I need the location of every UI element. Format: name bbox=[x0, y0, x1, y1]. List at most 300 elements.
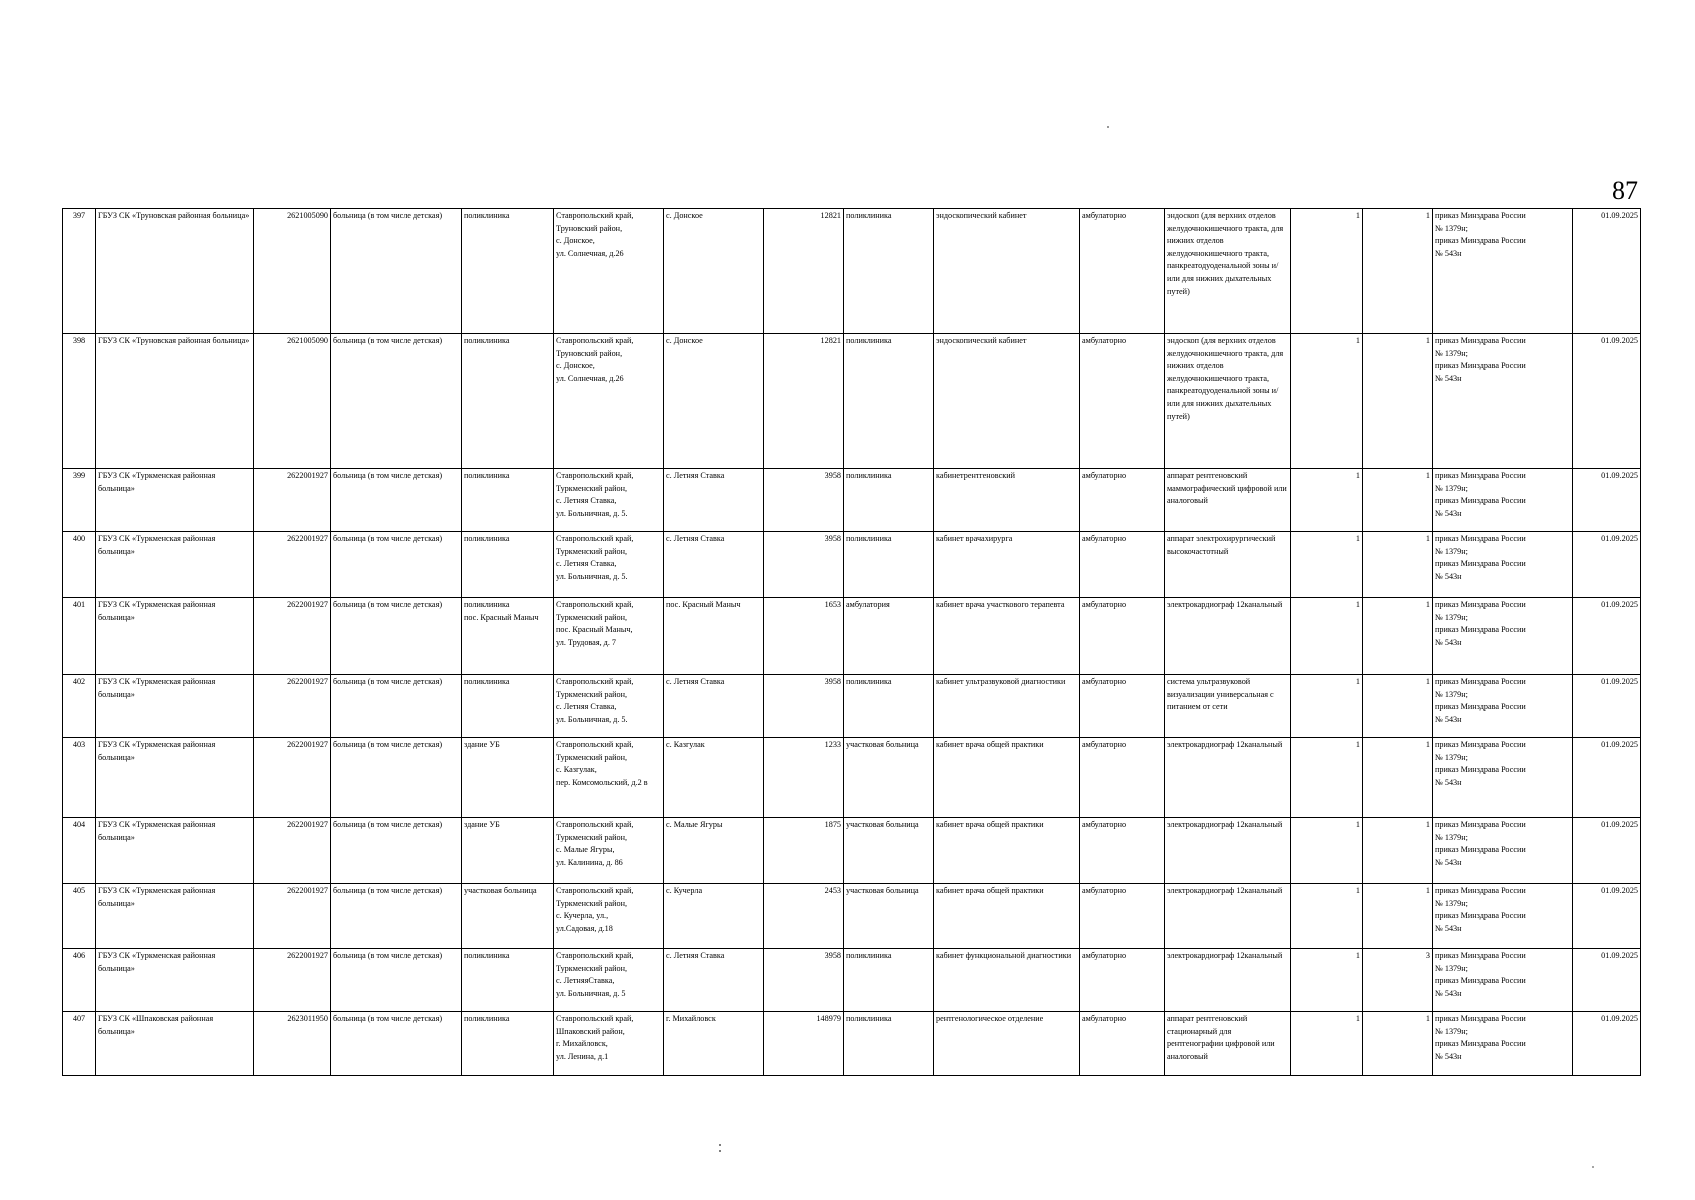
table-row bbox=[63, 949, 1641, 1012]
organization-name: ГБУЗ СК «Труновская районная больница» bbox=[98, 336, 250, 345]
inn-code: 2622001927 bbox=[287, 740, 328, 749]
inn-code-cell bbox=[254, 532, 331, 598]
unit-name-cell bbox=[462, 532, 554, 598]
inn-code-cell bbox=[254, 209, 331, 334]
population: 3958 bbox=[824, 951, 841, 960]
equipment-registry-table bbox=[62, 208, 1641, 1076]
unit-name-cell bbox=[462, 675, 554, 738]
unit-name-cell bbox=[462, 469, 554, 532]
address-cell bbox=[554, 1012, 664, 1076]
population-cell bbox=[764, 738, 844, 818]
room-name-cell bbox=[934, 818, 1080, 884]
delivery-date: 01.09.2025 bbox=[1601, 820, 1638, 829]
address-cell bbox=[554, 738, 664, 818]
room-name-cell bbox=[934, 884, 1080, 949]
population-cell bbox=[764, 469, 844, 532]
subdivision: амбулатория bbox=[846, 600, 890, 609]
room-name-cell bbox=[934, 532, 1080, 598]
normative-act-cell bbox=[1433, 884, 1573, 949]
table-row bbox=[63, 675, 1641, 738]
subdivision-cell bbox=[844, 469, 934, 532]
subdivision: участковая больница bbox=[846, 886, 919, 895]
settlement-cell bbox=[664, 818, 764, 884]
care-conditions-cell bbox=[1080, 1012, 1165, 1076]
unit-name: поликлиника bbox=[464, 336, 510, 345]
quantity-required-cell bbox=[1291, 818, 1363, 884]
row-number-cell bbox=[63, 818, 96, 884]
quantity-required: 1 bbox=[1355, 471, 1360, 480]
delivery-date-cell bbox=[1573, 209, 1641, 334]
population: 2453 bbox=[824, 886, 841, 895]
row-number-cell bbox=[63, 949, 96, 1012]
inn-code: 2622001927 bbox=[287, 886, 328, 895]
equipment-name: система ультразвуковой визуализации универсальная с питанием от сети bbox=[1167, 677, 1274, 712]
facility-type: больница (в том числе детская) bbox=[333, 211, 443, 220]
subdivision-cell bbox=[844, 738, 934, 818]
quantity-required-cell bbox=[1291, 1012, 1363, 1076]
row-number-cell bbox=[63, 1012, 96, 1076]
delivery-date: 01.09.2025 bbox=[1601, 951, 1638, 960]
room-name-cell bbox=[934, 1012, 1080, 1076]
facility-type-cell bbox=[331, 675, 462, 738]
equipment-name-cell bbox=[1165, 532, 1291, 598]
quantity-required: 1 bbox=[1355, 211, 1360, 220]
unit-name-cell bbox=[462, 1012, 554, 1076]
care-conditions: амбулаторно bbox=[1082, 600, 1127, 609]
delivery-date-cell bbox=[1573, 818, 1641, 884]
unit-name: здание УБ bbox=[464, 740, 500, 749]
subdivision: поликлиника bbox=[846, 951, 892, 960]
population-cell bbox=[764, 675, 844, 738]
organization-name: ГБУЗ СК «Туркменская районная больница» bbox=[98, 886, 216, 908]
organization-name: ГБУЗ СК «Туркменская районная больница» bbox=[98, 740, 216, 762]
settlement: с. Летняя Ставка bbox=[666, 471, 725, 480]
care-conditions: амбулаторно bbox=[1082, 1014, 1127, 1023]
room-name-cell bbox=[934, 738, 1080, 818]
quantity-required-cell bbox=[1291, 209, 1363, 334]
delivery-date: 01.09.2025 bbox=[1601, 211, 1638, 220]
normative-act: приказ Минздрава России № 1379н; приказ Минздрава России № 543н bbox=[1435, 600, 1526, 647]
normative-act-cell bbox=[1433, 1012, 1573, 1076]
address-cell bbox=[554, 818, 664, 884]
inn-code: 2622001927 bbox=[287, 600, 328, 609]
delivery-date: 01.09.2025 bbox=[1601, 471, 1638, 480]
unit-name-cell bbox=[462, 598, 554, 675]
settlement: пос. Красный Маныч bbox=[666, 600, 741, 609]
equipment-name-cell bbox=[1165, 675, 1291, 738]
address: Ставропольский край, Туркменский район, с. Кучерла, ул., ул.Садовая, д.18 bbox=[556, 886, 634, 933]
quantity-required: 1 bbox=[1355, 336, 1360, 345]
equipment-name-cell bbox=[1165, 1012, 1291, 1076]
population: 3958 bbox=[824, 534, 841, 543]
inn-code: 2623011950 bbox=[287, 1014, 328, 1023]
care-conditions: амбулаторно bbox=[1082, 820, 1127, 829]
table-row bbox=[63, 209, 1641, 334]
quantity-required-cell bbox=[1291, 884, 1363, 949]
quantity-required-cell bbox=[1291, 469, 1363, 532]
delivery-date: 01.09.2025 bbox=[1601, 740, 1638, 749]
population: 1653 bbox=[824, 600, 841, 609]
normative-act: приказ Минздрава России № 1379н; приказ Минздрава России № 543н bbox=[1435, 951, 1526, 998]
quantity-required: 1 bbox=[1355, 820, 1360, 829]
facility-type-cell bbox=[331, 209, 462, 334]
facility-type: больница (в том числе детская) bbox=[333, 471, 443, 480]
subdivision-cell bbox=[844, 532, 934, 598]
subdivision: поликлиника bbox=[846, 534, 892, 543]
room-name: кабинет ультразвуковой диагностики bbox=[936, 677, 1066, 686]
quantity-required: 1 bbox=[1355, 600, 1360, 609]
settlement: с. Кучерла bbox=[666, 886, 703, 895]
room-name: кабинет врача участкового терапевта bbox=[936, 600, 1065, 609]
care-conditions: амбулаторно bbox=[1082, 740, 1127, 749]
normative-act-cell bbox=[1433, 818, 1573, 884]
address: Ставропольский край, Туркменский район, пос. Красный Маныч, ул. Трудовая, д. 7 bbox=[556, 600, 634, 647]
address-cell bbox=[554, 334, 664, 469]
inn-code: 2622001927 bbox=[287, 471, 328, 480]
organization-name-cell bbox=[96, 209, 254, 334]
facility-type-cell bbox=[331, 818, 462, 884]
row-number: 407 bbox=[72, 1014, 86, 1023]
unit-name: поликлиника bbox=[464, 211, 510, 220]
equipment-name: электрокардиограф 12канальный bbox=[1167, 820, 1283, 829]
delivery-date: 01.09.2025 bbox=[1601, 1014, 1638, 1023]
quantity-required: 1 bbox=[1355, 951, 1360, 960]
settlement: с. Летняя Ставка bbox=[666, 677, 725, 686]
address-cell bbox=[554, 209, 664, 334]
care-conditions-cell bbox=[1080, 532, 1165, 598]
room-name: эндоскопический кабинет bbox=[936, 211, 1027, 220]
unit-name-cell bbox=[462, 884, 554, 949]
population-cell bbox=[764, 598, 844, 675]
room-name: кабинетрентгеновский bbox=[936, 471, 1015, 480]
population: 1875 bbox=[824, 820, 841, 829]
normative-act-cell bbox=[1433, 469, 1573, 532]
address: Ставропольский край, Туркменский район, с. Казгулак, пер. Комсомольский, д.2 в bbox=[556, 740, 648, 787]
inn-code-cell bbox=[254, 818, 331, 884]
settlement-cell bbox=[664, 675, 764, 738]
equipment-name-cell bbox=[1165, 209, 1291, 334]
inn-code-cell bbox=[254, 949, 331, 1012]
unit-name: поликлиника bbox=[464, 1014, 510, 1023]
subdivision-cell bbox=[844, 884, 934, 949]
normative-act-cell bbox=[1433, 738, 1573, 818]
quantity-required-cell bbox=[1291, 949, 1363, 1012]
row-number: 399 bbox=[72, 471, 86, 480]
unit-name-cell bbox=[462, 209, 554, 334]
normative-act: приказ Минздрава России № 1379н; приказ Минздрава России № 543н bbox=[1435, 211, 1526, 258]
room-name-cell bbox=[934, 675, 1080, 738]
address-cell bbox=[554, 949, 664, 1012]
organization-name: ГБУЗ СК «Шпаковская районная больница» bbox=[98, 1014, 214, 1036]
facility-type-cell bbox=[331, 949, 462, 1012]
quantity-required-cell bbox=[1291, 532, 1363, 598]
normative-act: приказ Минздрава России № 1379н; приказ Минздрава России № 543н bbox=[1435, 740, 1526, 787]
address: Ставропольский край, Туркменский район, с. Летняя Ставка, ул. Больничная, д. 5. bbox=[556, 677, 634, 724]
organization-name: ГБУЗ СК «Туркменская районная больница» bbox=[98, 951, 216, 973]
row-number: 406 bbox=[72, 951, 86, 960]
subdivision: поликлиника bbox=[846, 211, 892, 220]
room-name-cell bbox=[934, 334, 1080, 469]
row-number: 404 bbox=[72, 820, 86, 829]
inn-code: 2621005090 bbox=[287, 336, 328, 345]
organization-name-cell bbox=[96, 334, 254, 469]
quantity-planned-cell bbox=[1363, 334, 1433, 469]
row-number-cell bbox=[63, 884, 96, 949]
room-name-cell bbox=[934, 949, 1080, 1012]
inn-code: 2621005090 bbox=[287, 211, 328, 220]
facility-type-cell bbox=[331, 598, 462, 675]
facility-type: больница (в том числе детская) bbox=[333, 951, 443, 960]
subdivision: поликлиника bbox=[846, 1014, 892, 1023]
normative-act-cell bbox=[1433, 209, 1573, 334]
organization-name: ГБУЗ СК «Туркменская районная больница» bbox=[98, 600, 216, 622]
room-name-cell bbox=[934, 598, 1080, 675]
table-row bbox=[63, 532, 1641, 598]
row-number: 398 bbox=[72, 336, 86, 345]
delivery-date-cell bbox=[1573, 334, 1641, 469]
subdivision-cell bbox=[844, 209, 934, 334]
organization-name: ГБУЗ СК «Туркменская районная больница» bbox=[98, 677, 216, 699]
quantity-required: 1 bbox=[1355, 1014, 1360, 1023]
settlement-cell bbox=[664, 884, 764, 949]
quantity-planned: 1 bbox=[1425, 600, 1430, 609]
row-number-cell bbox=[63, 532, 96, 598]
unit-name: поликлиника bbox=[464, 471, 510, 480]
normative-act-cell bbox=[1433, 532, 1573, 598]
delivery-date-cell bbox=[1573, 949, 1641, 1012]
address-cell bbox=[554, 598, 664, 675]
organization-name-cell bbox=[96, 1012, 254, 1076]
settlement-cell bbox=[664, 532, 764, 598]
settlement: г. Михайловск bbox=[666, 1014, 716, 1023]
population: 12821 bbox=[820, 211, 841, 220]
facility-type: больница (в том числе детская) bbox=[333, 534, 443, 543]
population-cell bbox=[764, 884, 844, 949]
row-number: 405 bbox=[72, 886, 86, 895]
organization-name-cell bbox=[96, 469, 254, 532]
address: Ставропольский край, Туркменский район, с. Летняя Ставка, ул. Больничная, д. 5. bbox=[556, 471, 634, 518]
quantity-planned: 1 bbox=[1425, 471, 1430, 480]
equipment-name: электрокардиограф 12канальный bbox=[1167, 740, 1283, 749]
room-name-cell bbox=[934, 209, 1080, 334]
subdivision-cell bbox=[844, 598, 934, 675]
normative-act-cell bbox=[1433, 598, 1573, 675]
care-conditions: амбулаторно bbox=[1082, 336, 1127, 345]
subdivision-cell bbox=[844, 949, 934, 1012]
facility-type-cell bbox=[331, 469, 462, 532]
normative-act: приказ Минздрава России № 1379н; приказ Минздрава России № 543н bbox=[1435, 820, 1526, 867]
equipment-name-cell bbox=[1165, 818, 1291, 884]
care-conditions-cell bbox=[1080, 675, 1165, 738]
inn-code-cell bbox=[254, 738, 331, 818]
delivery-date-cell bbox=[1573, 532, 1641, 598]
facility-type-cell bbox=[331, 884, 462, 949]
subdivision: поликлиника bbox=[846, 677, 892, 686]
room-name: кабинет функциональной диагностики bbox=[936, 951, 1072, 960]
care-conditions: амбулаторно bbox=[1082, 534, 1127, 543]
inn-code: 2622001927 bbox=[287, 951, 328, 960]
settlement: с. Донское bbox=[666, 211, 703, 220]
organization-name-cell bbox=[96, 818, 254, 884]
address-cell bbox=[554, 884, 664, 949]
inn-code: 2622001927 bbox=[287, 677, 328, 686]
room-name: рентгенологическое отделение bbox=[936, 1014, 1044, 1023]
quantity-required: 1 bbox=[1355, 677, 1360, 686]
organization-name: ГБУЗ СК «Труновская районная больница» bbox=[98, 211, 250, 220]
subdivision-cell bbox=[844, 675, 934, 738]
equipment-name: аппарат рентгеновский стационарный для рентгенографии цифровой или аналоговый bbox=[1167, 1014, 1275, 1061]
quantity-required-cell bbox=[1291, 334, 1363, 469]
unit-name: участковая больница bbox=[464, 886, 537, 895]
table-row bbox=[63, 1012, 1641, 1076]
quantity-required: 1 bbox=[1355, 886, 1360, 895]
population-cell bbox=[764, 209, 844, 334]
room-name: кабинет врачахирурга bbox=[936, 534, 1013, 543]
quantity-planned: 1 bbox=[1425, 820, 1430, 829]
quantity-planned: 1 bbox=[1425, 1014, 1430, 1023]
quantity-required-cell bbox=[1291, 598, 1363, 675]
table-row bbox=[63, 738, 1641, 818]
row-number-cell bbox=[63, 598, 96, 675]
delivery-date-cell bbox=[1573, 738, 1641, 818]
equipment-name-cell bbox=[1165, 949, 1291, 1012]
inn-code-cell bbox=[254, 469, 331, 532]
unit-name: поликлиника bbox=[464, 534, 510, 543]
normative-act: приказ Минздрава России № 1379н; приказ Минздрава России № 543н bbox=[1435, 677, 1526, 724]
equipment-name: электрокардиограф 12канальный bbox=[1167, 951, 1283, 960]
row-number: 397 bbox=[72, 211, 86, 220]
address: Ставропольский край, Труновский район, с. Донское, ул. Солнечная, д.26 bbox=[556, 336, 634, 383]
quantity-planned-cell bbox=[1363, 532, 1433, 598]
row-number: 400 bbox=[72, 534, 86, 543]
organization-name-cell bbox=[96, 949, 254, 1012]
table-row bbox=[63, 818, 1641, 884]
settlement-cell bbox=[664, 949, 764, 1012]
unit-name: здание УБ bbox=[464, 820, 500, 829]
room-name: кабинет врача общей практики bbox=[936, 820, 1044, 829]
quantity-planned: 3 bbox=[1425, 951, 1430, 960]
facility-type-cell bbox=[331, 532, 462, 598]
care-conditions-cell bbox=[1080, 884, 1165, 949]
organization-name: ГБУЗ СК «Туркменская районная больница» bbox=[98, 820, 216, 842]
quantity-planned: 1 bbox=[1425, 336, 1430, 345]
care-conditions-cell bbox=[1080, 598, 1165, 675]
facility-type-cell bbox=[331, 738, 462, 818]
settlement-cell bbox=[664, 738, 764, 818]
address: Ставропольский край, Туркменский район, с. ЛетняяСтавка, ул. Больничная, д. 5 bbox=[556, 951, 634, 998]
inn-code: 2622001927 bbox=[287, 534, 328, 543]
quantity-planned-cell bbox=[1363, 1012, 1433, 1076]
care-conditions-cell bbox=[1080, 818, 1165, 884]
population: 1233 bbox=[824, 740, 841, 749]
settlement-cell bbox=[664, 209, 764, 334]
equipment-name: электрокардиограф 12канальный bbox=[1167, 886, 1283, 895]
facility-type-cell bbox=[331, 1012, 462, 1076]
equipment-name: эндоскоп (для верхних отделов желудочнокишечного тракта, для нижних отделов желудочнокишечного тракта, панкреатодуоденальной зоны и/или для нижних дыхательных путей) bbox=[1167, 336, 1284, 421]
quantity-planned: 1 bbox=[1425, 211, 1430, 220]
normative-act: приказ Минздрава России № 1379н; приказ Минздрава России № 543н bbox=[1435, 471, 1526, 518]
row-number: 401 bbox=[72, 600, 86, 609]
quantity-planned: 1 bbox=[1425, 886, 1430, 895]
care-conditions: амбулаторно bbox=[1082, 677, 1127, 686]
quantity-required: 1 bbox=[1355, 534, 1360, 543]
organization-name-cell bbox=[96, 738, 254, 818]
population: 148979 bbox=[816, 1014, 841, 1023]
settlement: с. Малые Ягуры bbox=[666, 820, 723, 829]
quantity-planned-cell bbox=[1363, 675, 1433, 738]
address-cell bbox=[554, 469, 664, 532]
organization-name: ГБУЗ СК «Туркменская районная больница» bbox=[98, 471, 216, 493]
subdivision-cell bbox=[844, 818, 934, 884]
row-number-cell bbox=[63, 334, 96, 469]
facility-type: больница (в том числе детская) bbox=[333, 886, 443, 895]
row-number-cell bbox=[63, 469, 96, 532]
facility-type: больница (в том числе детская) bbox=[333, 336, 443, 345]
quantity-required-cell bbox=[1291, 675, 1363, 738]
population-cell bbox=[764, 334, 844, 469]
unit-name: поликлиника пос. Красный Маныч bbox=[464, 600, 539, 622]
subdivision: поликлиника bbox=[846, 471, 892, 480]
room-name: кабинет врача общей практики bbox=[936, 886, 1044, 895]
care-conditions: амбулаторно bbox=[1082, 951, 1127, 960]
care-conditions-cell bbox=[1080, 738, 1165, 818]
unit-name-cell bbox=[462, 738, 554, 818]
equipment-name-cell bbox=[1165, 334, 1291, 469]
address-cell bbox=[554, 675, 664, 738]
normative-act: приказ Минздрава России № 1379н; приказ Минздрава России № 543н bbox=[1435, 886, 1526, 933]
organization-name-cell bbox=[96, 598, 254, 675]
equipment-name: электрокардиограф 12канальный bbox=[1167, 600, 1283, 609]
quantity-required-cell bbox=[1291, 738, 1363, 818]
table-row bbox=[63, 598, 1641, 675]
care-conditions-cell bbox=[1080, 469, 1165, 532]
equipment-name: эндоскоп (для верхних отделов желудочнокишечного тракта, для нижних отделов желудочнокишечного тракта, панкреатодуоденальной зоны и/или для нижних дыхательных путей) bbox=[1167, 211, 1284, 296]
subdivision: поликлиника bbox=[846, 336, 892, 345]
inn-code: 2622001927 bbox=[287, 820, 328, 829]
normative-act: приказ Минздрава России № 1379н; приказ Минздрава России № 543н bbox=[1435, 336, 1526, 383]
facility-type: больница (в том числе детская) bbox=[333, 600, 443, 609]
normative-act-cell bbox=[1433, 949, 1573, 1012]
care-conditions: амбулаторно bbox=[1082, 211, 1127, 220]
normative-act: приказ Минздрава России № 1379н; приказ Минздрава России № 543н bbox=[1435, 1014, 1526, 1061]
care-conditions-cell bbox=[1080, 209, 1165, 334]
quantity-planned-cell bbox=[1363, 598, 1433, 675]
quantity-planned: 1 bbox=[1425, 740, 1430, 749]
quantity-planned-cell bbox=[1363, 738, 1433, 818]
organization-name-cell bbox=[96, 884, 254, 949]
subdivision-cell bbox=[844, 1012, 934, 1076]
equipment-name: аппарат электрохирургический высокочастотный bbox=[1167, 534, 1276, 556]
row-number: 403 bbox=[72, 740, 86, 749]
table-row bbox=[63, 334, 1641, 469]
care-conditions-cell bbox=[1080, 949, 1165, 1012]
delivery-date: 01.09.2025 bbox=[1601, 677, 1638, 686]
inn-code-cell bbox=[254, 598, 331, 675]
equipment-name: аппарат рентгеновский маммографический цифровой или аналоговый bbox=[1167, 471, 1287, 506]
subdivision: участковая больница bbox=[846, 820, 919, 829]
organization-name-cell bbox=[96, 675, 254, 738]
care-conditions: амбулаторно bbox=[1082, 471, 1127, 480]
population-cell bbox=[764, 949, 844, 1012]
unit-name-cell bbox=[462, 949, 554, 1012]
unit-name-cell bbox=[462, 818, 554, 884]
delivery-date-cell bbox=[1573, 469, 1641, 532]
quantity-planned: 1 bbox=[1425, 677, 1430, 686]
delivery-date: 01.09.2025 bbox=[1601, 600, 1638, 609]
normative-act: приказ Минздрава России № 1379н; приказ Минздрава России № 543н bbox=[1435, 534, 1526, 581]
room-name: кабинет врача общей практики bbox=[936, 740, 1044, 749]
unit-name-cell bbox=[462, 334, 554, 469]
